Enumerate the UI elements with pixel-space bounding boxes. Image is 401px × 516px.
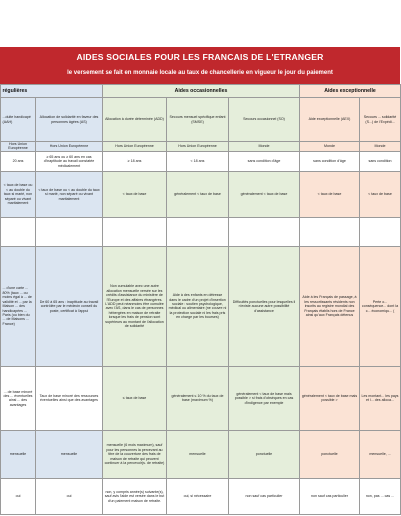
conditions-cell: De 60 à 65 ans : inaptitude au travail contrôlée par le médecin conseil du poste, certificat à l'appui <box>36 246 103 366</box>
cumulation-cell: ≤ taux de base <box>103 366 167 430</box>
periodicity-cell: mensuelle <box>36 430 103 478</box>
conditions-cell: ... d'une carte ... 80% (taux ... ou moins égal à ... de validité et ... par la Maison ... des handicapées ... Paris (ou bien du ... de Maisons ... France) <box>1 246 36 366</box>
age-cell: ≥ 18 ans <box>103 151 167 171</box>
periodicity-cell: ponctuelle <box>229 430 300 478</box>
resources-cell: < taux de base ou < au double du taux si marié, non séparé ou vivant maritalement <box>1 171 36 217</box>
domicile-cell: Monde <box>360 142 401 152</box>
aid-name: ...dulte handicapé (AAH) <box>1 98 36 142</box>
age-cell: ≥ 65 ans ou ≥ 60 ans en cas d'inaptitude au travail constatée médicalement <box>36 151 103 171</box>
amount-cell <box>1 217 36 246</box>
amount-row <box>1 217 401 246</box>
recovery-cell: non sauf cas particulier <box>300 478 360 514</box>
amount-cell <box>229 217 300 246</box>
cumulation-cell: généralement < taux de base mais possible > si frais d'obsèques en cas d'indigence par exemple <box>229 366 300 430</box>
conditions-cell: Perte o... conséquence... dont la c... économiqu... ( <box>360 246 401 366</box>
amount-cell <box>360 217 401 246</box>
cumulation-cell: Taux de base minoré des ressources éventuelles ainsi que des avantages <box>36 366 103 430</box>
resources-cell: généralement < taux de base <box>229 171 300 217</box>
recovery-cell: oui, si nécessaire <box>167 478 229 514</box>
title-banner <box>0 47 400 84</box>
cumulation-cell: généralement < taux de base mais possible > <box>300 366 360 430</box>
aid-name: Secours mensuel spécifique enfant (SMSE) <box>167 98 229 142</box>
recovery-cell: oui <box>1 478 36 514</box>
age-cell: sans condition <box>360 151 401 171</box>
recovery-cell: oui <box>36 478 103 514</box>
amount-cell <box>167 217 229 246</box>
domicile-cell: Hors Union Européenne <box>167 142 229 152</box>
category-occasional: Aides occasionnelles <box>103 85 300 98</box>
aid-name: Secours ... solidarité (S...) de l'Expédi... <box>360 98 401 142</box>
aid-name: Secours occasionnel (SO) <box>229 98 300 142</box>
age-cell: 20 ans <box>1 151 36 171</box>
conditions-cell: Aide à les Français de passage, à les ressortissants résidents non inscrits au registre mondial des Français établis hors de France ainsi qu'aux Français détenus <box>300 246 360 366</box>
periodicity-row <box>1 430 401 478</box>
periodicity-cell: ponctuelle <box>300 430 360 478</box>
resources-cell: < taux de base <box>103 171 167 217</box>
document-sheet <box>0 47 400 503</box>
amount-cell <box>36 217 103 246</box>
amount-cell <box>103 217 167 246</box>
cumulation-cell: ... de base minoré des ... éventuelles ainsi ... des avantages <box>1 366 36 430</box>
periodicity-cell: mensuelle (6 mois maximum), sauf pour les personnes la percevant au titre de la couverture des frais de maison de retraite qui peuvent continuer à la percevoir(s. de retraite) <box>103 430 167 478</box>
conditions-cell: Non cumulable avec une autre allocation mensuelle versée sur les crédits d'assistance du ministère de l'Europe et des affaires étrangères. L'ADD peut néanmoins être cumulée avec l'AS, dans le cas de personnes hébergées en maison de retraite lorsque les frais de pension sont supérieurs au montant de l'allocation de solidarité <box>103 246 167 366</box>
domicile-cell: Monde <box>229 142 300 152</box>
aid-name: Allocation de solidarité en faveur des personnes âgées (AS) <box>36 98 103 142</box>
domicile-cell: Hors Union Européenne <box>103 142 167 152</box>
domicile-cell: Hors Union Européenne <box>1 142 36 152</box>
cumulation-row <box>1 366 401 430</box>
resources-cell: généralement < taux de base <box>167 171 229 217</box>
resources-cell: < taux de base ou < au double du taux si marié, non séparé ou vivant maritalement <box>36 171 103 217</box>
recovery-cell: non, pas ... cas ... <box>360 478 401 514</box>
aid-name-row <box>1 98 401 142</box>
age-cell: sans condition d'âge <box>229 151 300 171</box>
category-row <box>1 85 401 98</box>
recovery-cell: non, y compris année(s) suivante(s), sauf avis l'aide est versée dans le but d'un paiement maison de retraite. <box>103 478 167 514</box>
resources-cell: < taux de base <box>360 171 401 217</box>
conditions-row <box>1 246 401 366</box>
periodicity-cell: mensuelle, ... <box>360 430 401 478</box>
cumulation-cell: généralement ≤ 10 % du taux de base (maximum %) <box>167 366 229 430</box>
domicile-cell: Hors Union Européenne <box>36 142 103 152</box>
age-cell: sans condition d'âge <box>300 151 360 171</box>
page-subtitle: le versement se fait en monnaie locale au taux de chancellerie en vigueur le jour du paiement <box>67 70 333 76</box>
periodicity-cell: mensuelle <box>1 430 36 478</box>
domicile-row <box>1 142 401 152</box>
aid-name: Aide exceptionnelle (AEX) <box>300 98 360 142</box>
conditions-cell: Difficultés ponctuelles pour lesquelles il n'existe aucune autre possibilité d'assistance <box>229 246 300 366</box>
category-exceptional: Aides exceptionnelle <box>300 85 401 98</box>
periodicity-cell: mensuelle <box>167 430 229 478</box>
age-cell: < 18 ans <box>167 151 229 171</box>
recovery-row <box>1 478 401 514</box>
resources-row <box>1 171 401 217</box>
amount-cell <box>300 217 360 246</box>
conditions-cell: Aide à des enfants en détresse dans le cadre d'un projet d'insertion sociale : soutien psychologique, médical ou alimentaire (ne couvre ni la protection sociale ni les frais pris en charge par les bourses) <box>167 246 229 366</box>
resources-cell: < taux de base <box>300 171 360 217</box>
aids-table <box>0 84 401 515</box>
age-row <box>1 151 401 171</box>
aid-name: Allocation à durée déterminée (ADD) <box>103 98 167 142</box>
cumulation-cell: Les montant... les pays et l... des alloca... <box>360 366 401 430</box>
domicile-cell: Monde <box>300 142 360 152</box>
recovery-cell: non sauf cas particulier <box>229 478 300 514</box>
page-title: AIDES SOCIALES POUR LES FRANCAIS DE L'ETRANGER <box>76 52 324 62</box>
category-regular: régulières <box>1 85 103 98</box>
